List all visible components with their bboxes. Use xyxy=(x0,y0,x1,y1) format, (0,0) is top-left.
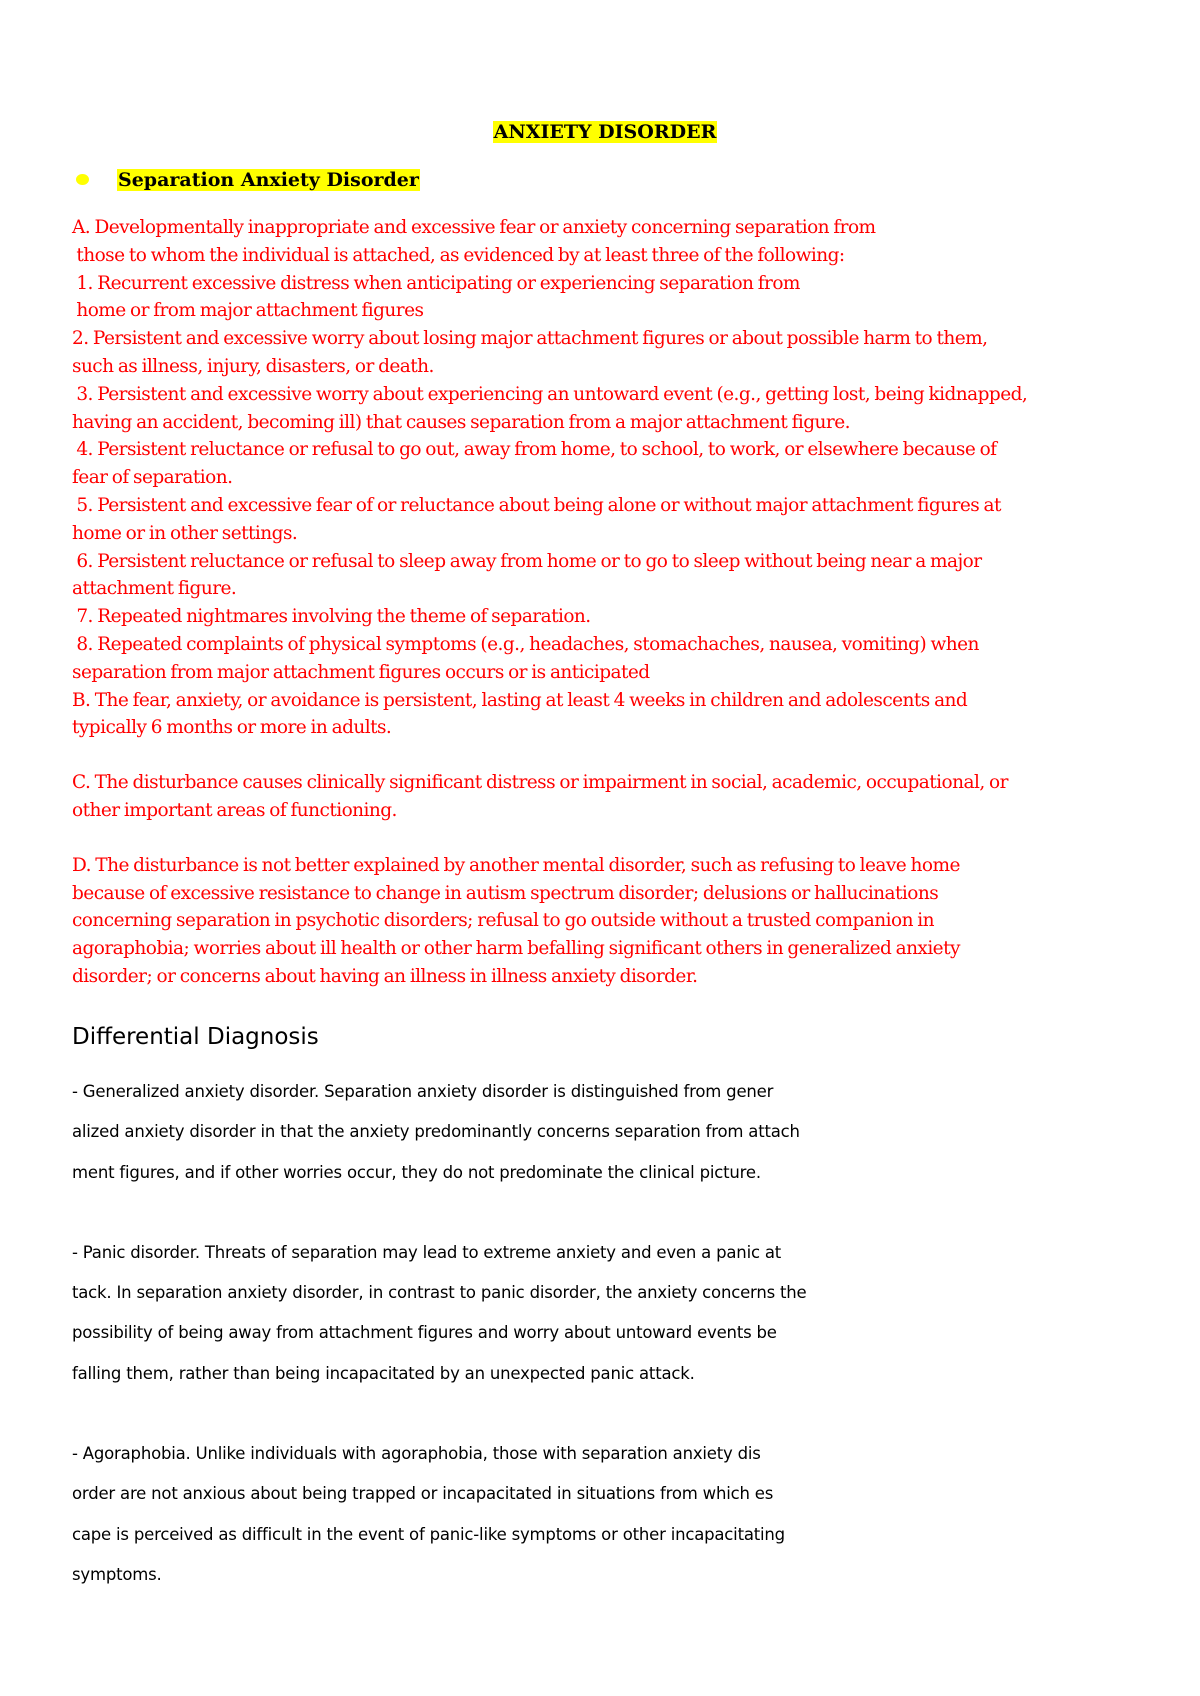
criteria-line: 5. Persistent and excessive fear of or reluctance about being alone or without major attachment figures at xyxy=(72,494,1001,516)
criteria-line: 6. Persistent reluctance or refusal to sleep away from home or to go to sleep without being near a major xyxy=(72,550,982,572)
differential-line: tack. In separation anxiety disorder, in contrast to panic disorder, the anxiety concerns the xyxy=(72,1283,807,1303)
criteria-line: 2. Persistent and excessive worry about losing major attachment figures or about possible harm to them, xyxy=(72,328,988,350)
criteria-line: home or from major attachment figures xyxy=(72,300,424,322)
differential-diagnosis-heading: Differential Diagnosis xyxy=(72,1024,319,1050)
bullet-dot-icon xyxy=(76,174,89,185)
criteria-line: 4. Persistent reluctance or refusal to go out, away from home, to school, to work, or elsewhere because of xyxy=(72,439,997,461)
paragraph-gap xyxy=(72,1394,1132,1434)
differential-line: ment figures, and if other worries occur, they do not predominate the clinical picture. xyxy=(72,1162,761,1182)
paragraph-gap xyxy=(72,1193,1132,1233)
criteria-line: 3. Persistent and excessive worry about experiencing an untoward event (e.g., getting lost, being kidnapped, xyxy=(72,383,1028,405)
differential-line: symptoms. xyxy=(72,1564,162,1584)
criteria-line: 7. Repeated nightmares involving the theme of separation. xyxy=(72,606,591,628)
criteria-line: home or in other settings. xyxy=(72,522,298,544)
differential-line: order are not anxious about being trapped or incapacitated in situations from which es xyxy=(72,1484,774,1504)
section-subheading xyxy=(76,168,420,192)
criteria-line: C. The disturbance causes clinically significant distress or impairment in social, academic, occupational, or xyxy=(72,772,1008,794)
criteria-line: A. Developmentally inappropriate and excessive fear or anxiety concerning separation from xyxy=(72,217,876,238)
criteria-line: typically 6 months or more in adults. xyxy=(72,717,392,739)
diagnostic-criteria xyxy=(72,214,1152,991)
criteria-line: 1. Recurrent excessive distress when anticipating or experiencing separation from xyxy=(72,272,800,294)
criteria-line: D. The disturbance is not better explained by another mental disorder, such as refusing to leave home xyxy=(72,854,960,876)
criteria-line: other important areas of functioning. xyxy=(72,799,397,821)
criteria-line: such as illness, injury, disasters, or death. xyxy=(72,355,434,377)
differential-line: cape is perceived as difficult in the event of panic-like symptoms or other incapacitating xyxy=(72,1524,785,1544)
paragraph-gap xyxy=(72,825,1152,852)
criteria-line: attachment figure. xyxy=(72,578,237,600)
criteria-line: having an accident, becoming ill) that causes separation from a major attachment figure. xyxy=(72,411,850,433)
criteria-line: separation from major attachment figures occurs or is anticipated xyxy=(72,661,650,683)
criteria-line: those to whom the individual is attached, as evidenced by at least three of the following: xyxy=(72,244,845,266)
criteria-line: 8. Repeated complaints of physical symptoms (e.g., headaches, stomachaches, nausea, vomiting) when xyxy=(72,633,979,655)
paragraph-gap xyxy=(72,742,1152,769)
criteria-line: B. The fear, anxiety, or avoidance is persistent, lasting at least 4 weeks in children and adolescents and xyxy=(72,689,968,711)
document-title-text: ANXIETY DISORDER xyxy=(493,121,717,143)
differential-line: falling them, rather than being incapacitated by an unexpected panic attack. xyxy=(72,1363,695,1383)
differential-line: - Panic disorder. Threats of separation may lead to extreme anxiety and even a panic at xyxy=(72,1242,782,1262)
criteria-line: because of excessive resistance to change in autism spectrum disorder; delusions or hallucinations xyxy=(72,882,939,904)
criteria-line: disorder; or concerns about having an illness in illness anxiety disorder. xyxy=(72,965,698,987)
differential-line: possibility of being away from attachment figures and worry about untoward events be xyxy=(72,1323,777,1343)
criteria-line: agoraphobia; worries about ill health or other harm befalling significant others in generalized anxiety xyxy=(72,938,960,960)
differential-line: - Agoraphobia. Unlike individuals with agoraphobia, those with separation anxiety dis xyxy=(72,1444,761,1464)
differential-diagnosis-body xyxy=(72,1072,1132,1595)
differential-line: - Generalized anxiety disorder. Separation anxiety disorder is distinguished from gener xyxy=(72,1082,774,1101)
subheading-text: Separation Anxiety Disorder xyxy=(118,169,419,191)
differential-line: alized anxiety disorder in that the anxiety predominantly concerns separation from attach xyxy=(72,1122,800,1142)
document-title xyxy=(0,120,1200,144)
criteria-line: concerning separation in psychotic disorders; refusal to go outside without a trusted companion in xyxy=(72,910,935,932)
criteria-line: fear of separation. xyxy=(72,467,233,489)
